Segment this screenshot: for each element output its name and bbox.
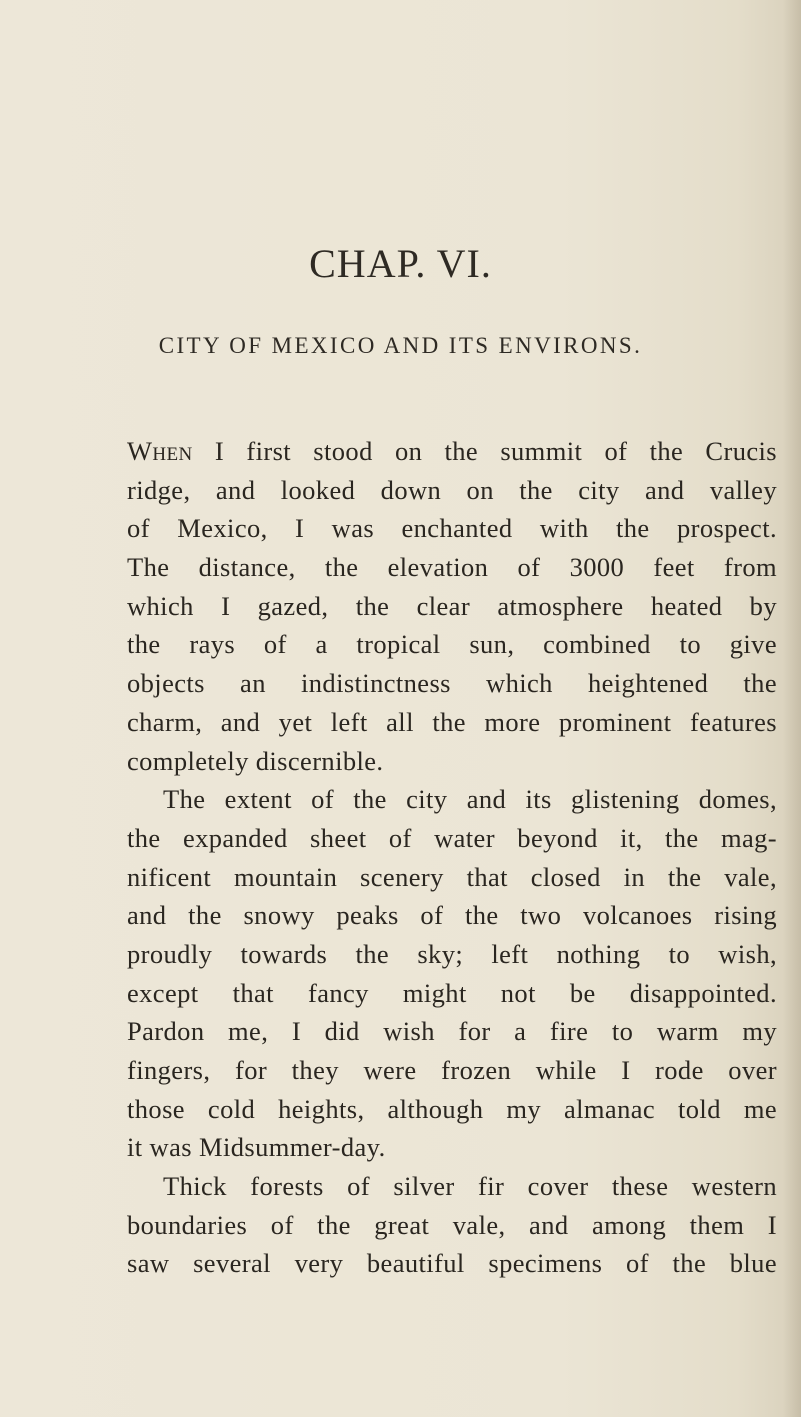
text-line: and the snowy peaks of the two volcanoes rising xyxy=(127,900,777,931)
chapter-heading: CHAP. VI. xyxy=(309,241,492,286)
opening-words: When I xyxy=(127,436,225,466)
body-text xyxy=(127,432,777,1283)
text-line: proudly towards the sky; left nothing to wish, xyxy=(127,938,777,969)
text-line: those cold heights, although my almanac told me xyxy=(127,1093,777,1124)
text-line xyxy=(127,432,777,471)
text-line: The extent of the city and its glistening domes, xyxy=(163,784,777,815)
text-line: completely discernible. xyxy=(127,745,384,776)
text-line: it was Midsummer-day. xyxy=(127,1132,386,1163)
text-line: fingers, for they were frozen while I rode over xyxy=(127,1055,777,1085)
chapter-title: CITY OF MEXICO AND ITS ENVIRONS. xyxy=(158,333,643,358)
text-line: Pardon me, I did wish for a fire to warm my xyxy=(127,1016,777,1047)
text-line: the expanded sheet of water beyond it, the mag- xyxy=(127,822,777,853)
text-line: the rays of a tropical sun, combined to give xyxy=(127,629,777,660)
text-line: The distance, the elevation of 3000 feet from xyxy=(127,552,777,583)
text-line: saw several very beautiful specimens of the blue xyxy=(127,1248,777,1279)
text-line: objects an indistinctness which heightened the xyxy=(127,668,777,699)
page-edge-shadow xyxy=(783,0,801,1417)
text-line: except that fancy might not be disappointed. xyxy=(127,977,777,1008)
text-line: nificent mountain scenery that closed in the vale, xyxy=(127,861,777,892)
text-line: Thick forests of silver fir cover these western xyxy=(163,1171,777,1202)
text-line: of Mexico, I was enchanted with the prospect. xyxy=(127,513,777,544)
text-line: charm, and yet left all the more prominent features xyxy=(127,706,777,737)
text-line: which I gazed, the clear atmosphere heated by xyxy=(127,590,777,621)
text-line-content: first stood on the summit of the Crucis xyxy=(246,436,777,466)
text-line: ridge, and looked down on the city and valley xyxy=(127,474,777,505)
text-line: boundaries of the great vale, and among them I xyxy=(127,1209,777,1240)
